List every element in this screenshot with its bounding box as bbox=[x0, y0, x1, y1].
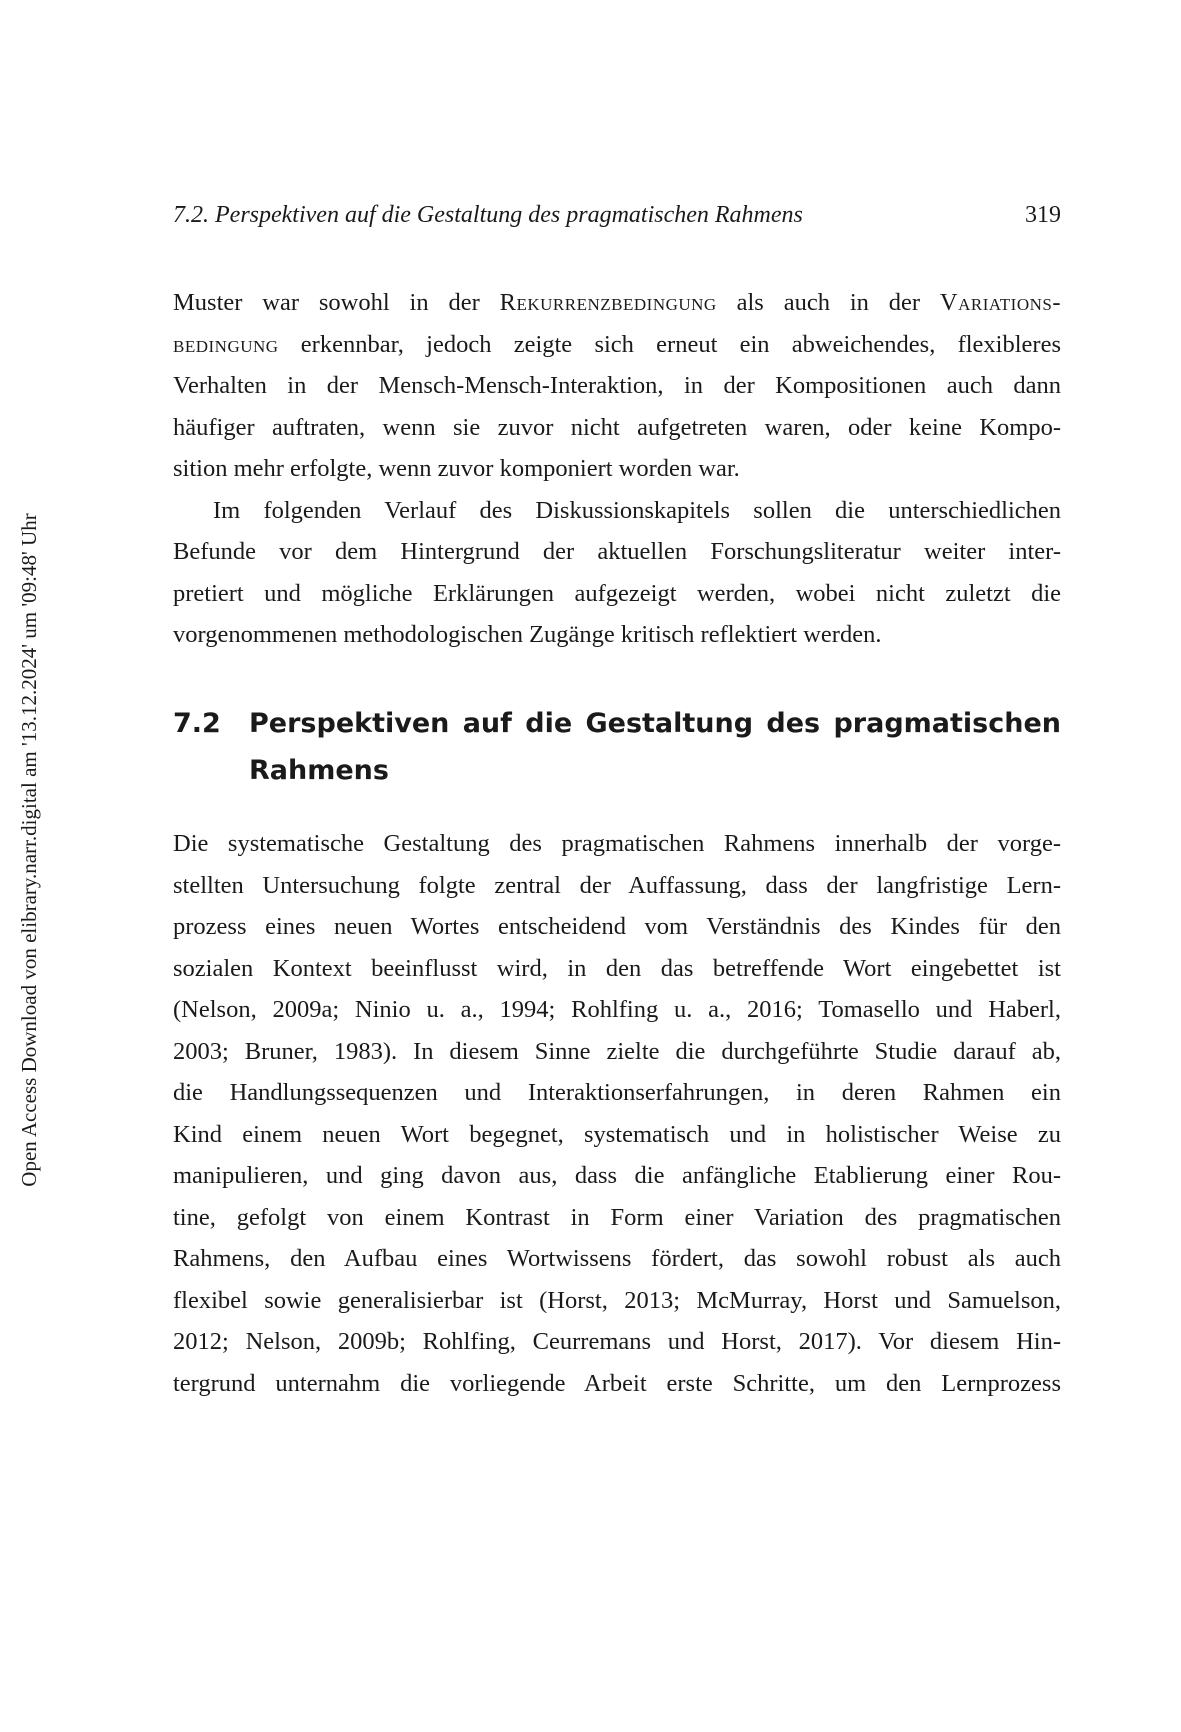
condition-term: Rekurrenzbedingung bbox=[499, 289, 717, 316]
paragraph-line: (Nelson, 2009a; Ninio u. a., 1994; Rohlfing u. a., 2016; Tomasello und Haberl, bbox=[173, 996, 1061, 1023]
paragraph-line: tine, gefolgt von einem Kontrast in Form einer Variation des pragmatischen bbox=[173, 1203, 1061, 1231]
intro-line: häufiger auftraten, wenn sie zuvor nicht aufgetreten waren, oder keine Kompo- bbox=[173, 413, 1061, 441]
condition-term: Variations- bbox=[939, 289, 1061, 316]
paragraph-line: die Handlungssequenzen und Interaktionserfahrungen, in deren Rahmen ein bbox=[173, 1079, 1061, 1106]
page-number: 319 bbox=[1025, 202, 1061, 228]
open-access-side-note: Open Access Download von elibrary.narr.digital am '13.12.2024' um '09:48' Uhr bbox=[17, 513, 41, 1187]
section-title-line: Perspektiven auf die Gestaltung des pragmatischen bbox=[249, 708, 1061, 739]
paragraph-line: prozess eines neuen Wortes entscheidend vom Verständnis des Kindes für den bbox=[173, 913, 1061, 940]
section-title-line: Rahmens bbox=[249, 755, 389, 786]
paragraph-line: pretiert und mögliche Erklärungen aufgezeigt werden, wobei nicht zuletzt die bbox=[173, 579, 1061, 607]
paragraph-line: vorgenommenen methodologischen Zugänge kritisch reflektiert werden. bbox=[173, 621, 882, 648]
paragraph-line: Im folgenden Verlauf des Diskussionskapitels sollen die unterschiedlichen bbox=[213, 496, 1061, 524]
text-run: als auch in der bbox=[716, 289, 940, 316]
text-run: Muster war sowohl in der bbox=[173, 289, 500, 316]
section-title bbox=[249, 700, 1061, 794]
paragraph-line: Kind einem neuen Wort begegnet, systematisch und in holistischer Weise zu bbox=[173, 1120, 1061, 1148]
section-number: 7.2 bbox=[173, 708, 221, 739]
paragraph-line: sozialen Kontext beeinflusst wird, in den das betreffende Wort eingebettet ist bbox=[173, 954, 1061, 982]
intro-line: sition mehr erfolgte, wenn zuvor komponiert worden war. bbox=[173, 455, 740, 482]
intro-line bbox=[173, 282, 1061, 324]
running-head bbox=[173, 198, 1061, 232]
paragraph-line: flexibel sowie generalisierbar ist (Horst, 2013; McMurray, Horst und Samuelson, bbox=[173, 1286, 1061, 1314]
condition-term: bedingung bbox=[173, 330, 279, 358]
paragraph-line: Befunde vor dem Hintergrund der aktuellen Forschungsliteratur weiter inter- bbox=[173, 538, 1061, 565]
paragraph-line: manipulieren, und ging davon aus, dass die anfängliche Etablierung einer Rou- bbox=[173, 1162, 1061, 1189]
paragraph-line: Die systematische Gestaltung des pragmatischen Rahmens innerhalb der vorge- bbox=[173, 830, 1061, 857]
paragraph-line: 2012; Nelson, 2009b; Rohlfing, Ceurremans und Horst, 2017). Vor diesem Hin- bbox=[173, 1328, 1061, 1355]
intro-line bbox=[173, 324, 1061, 366]
intro-text-block bbox=[173, 282, 1061, 656]
paragraph-line: stellten Untersuchung folgte zentral der Auffassung, dass der langfristige Lern- bbox=[173, 871, 1061, 899]
paragraph-line: 2003; Bruner, 1983). In diesem Sinne zielte die durchgeführte Studie darauf ab, bbox=[173, 1037, 1061, 1065]
running-head-title: 7.2. Perspektiven auf die Gestaltung des pragmatischen Rahmens bbox=[173, 202, 803, 228]
section-text-block bbox=[173, 823, 1061, 1404]
paragraph-line: tergrund unternahm die vorliegende Arbeit erste Schritte, um den Lernprozess bbox=[173, 1369, 1061, 1397]
paragraph-line: Rahmens, den Aufbau eines Wortwissens fördert, das sowohl robust als auch bbox=[173, 1245, 1061, 1272]
text-run: erkennbar, jedoch zeigte sich erneut ein abweichendes, flexibleres bbox=[278, 330, 1061, 358]
intro-line: Verhalten in der Mensch-Mensch-Interaktion, in der Kompositionen auch dann bbox=[173, 372, 1061, 399]
